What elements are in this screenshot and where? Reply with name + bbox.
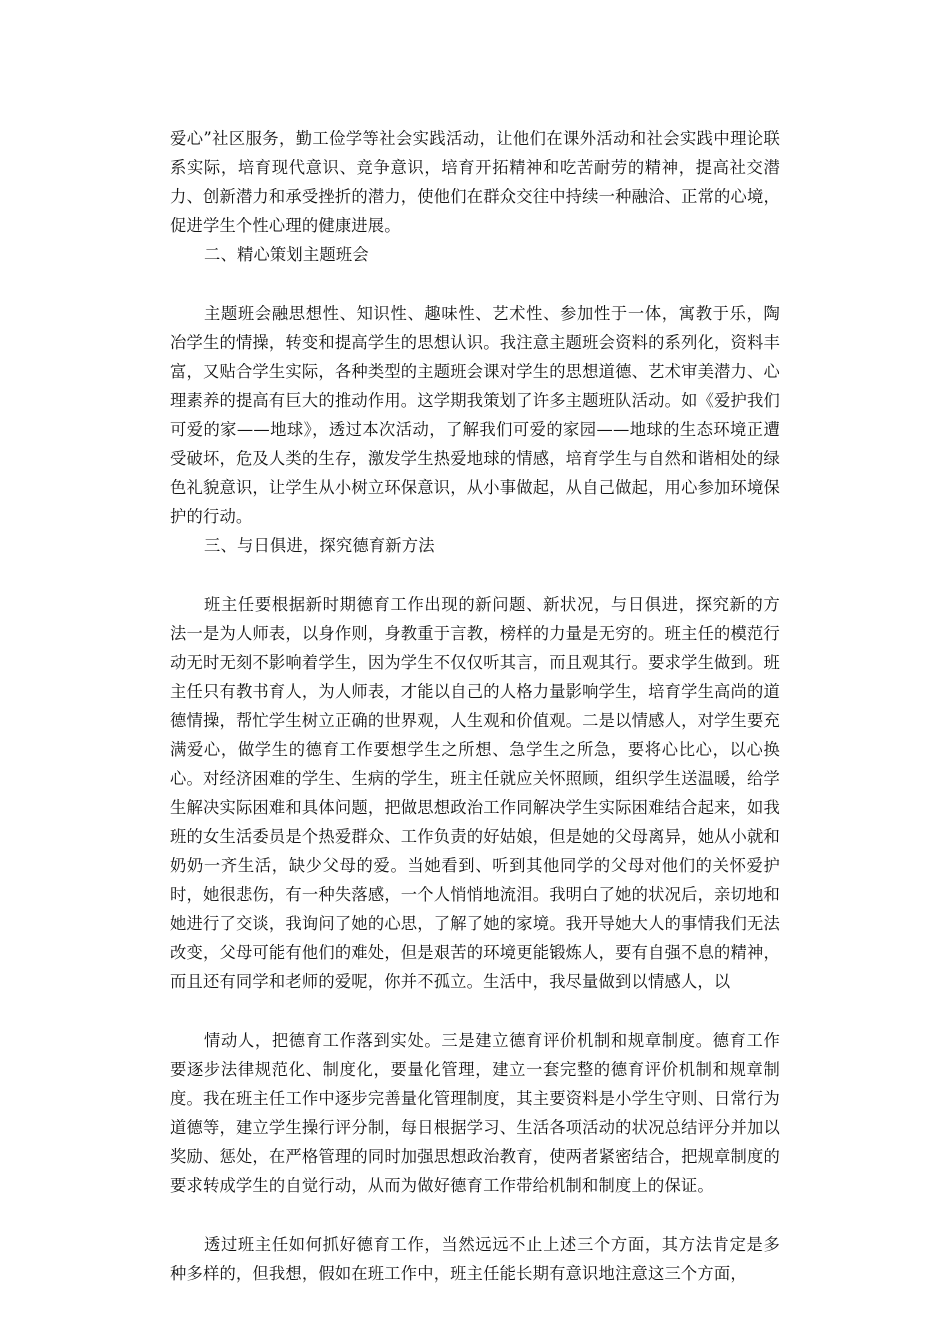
paragraph-evaluation-system: 情动人，把德育工作落到实处。三是建立德育评价机制和规章制度。德育工作要逐步法律规范化、制度化，要量化管理，建立一套完整的德育评价机制和规章制度。我在班主任工作中逐步完善量化管理制度，其主要资料是小学生守则、日常行为道德等，建立学生操行评分制，每日根据学习、生活各项活动的状况总结评分并加以奖励、惩处，在严格管理的同时加强思想政治教育，使两者紧密结合，把规章制度的要求转成学生的自觉行动，从而为做好德育工作带给机制和制度上的保证。: [170, 1031, 780, 1195]
section-heading-new-methods: 三、与日俱进，探究德育新方法: [204, 536, 435, 555]
paragraph-theme-meeting: 主题班会融思想性、知识性、趣味性、艺术性、参加性于一体，寓教于乐，陶冶学生的情操，转变和提高学生的思想认识。我注意主题班会资料的系列化，资料丰富，又贴合学生实际，各种类型的主题班会课对学生的思想道德、艺术审美潜力、心理素养的提高有巨大的推动作用。这学期我策划了许多主题班队活动。如《爱护我们可爱的家——地球》，透过本次活动，了解我们可爱的家园——地球的生态环境正遭受破坏，危及人类的生存，激发学生热爱地球的情感，培育学生与自然和谐相处的绿色礼貌意识，让学生从小树立环保意识，从小事做起，从自己做起，用心参加环境保护的行动。: [170, 304, 780, 526]
document-body: [170, 124, 780, 1288]
paragraph-social-practice: 爱心”社区服务，勤工俭学等社会实践活动，让他们在课外活动和社会实践中理论联系实际，培育现代意识、竞争意识，培育开拓精神和吃苦耐劳的精神，提高社交潜力、创新潜力和承受挫折的潜力，使他们在群众交往中持续一种融洽、正常的心境，促进学生个性心理的健康进展。: [170, 129, 780, 235]
paragraph-conclusion: 透过班主任如何抓好德育工作，当然远远不止上述三个方面，其方法肯定是多种多样的，但我想，假如在班工作中，班主任能长期有意识地注意这三个方面，: [170, 1235, 780, 1283]
section-heading-theme-meeting: 二、精心策划主题班会: [204, 245, 369, 264]
paragraph-new-methods: 班主任要根据新时期德育工作出现的新问题、新状况，与日俱进，探究新的方法一是为人师表，以身作则，身教重于言教，榜样的力量是无穷的。班主任的模范行动无时无刻不影响着学生，因为学生不仅仅听其言，而且观其行。要求学生做到。班主任只有教书育人，为人师表，才能以自己的人格力量影响学生，培育学生高尚的道德情操，帮忙学生树立正确的世界观，人生观和价值观。二是以情感人，对学生要充满爱心，做学生的德育工作要想学生之所想、急学生之所急，要将心比心，以心换心。对经济困难的学生、生病的学生，班主任就应关怀照顾，组织学生送温暖，给学生解决实际困难和具体问题，把做思想政治工作同解决学生实际困难结合起来，如我班的女生活委员是个热爱群众、工作负责的好姑娘，但是她的父母离异，她从小就和奶奶一齐生活，缺少父母的爱。当她看到、听到其他同学的父母对他们的关怀爱护时，她很悲伤，有一种失落感，一个人悄悄地流泪。我明白了她的状况后，亲切地和她进行了交谈，我询问了她的心思，了解了她的家境。我开导她大人的事情我们无法改变，父母可能有他们的难处，但是艰苦的环境更能锻炼人，要有自强不息的精神，而且还有同学和老师的爱呢，你并不孤立。生活中，我尽量做到以情感人，以: [170, 595, 780, 991]
